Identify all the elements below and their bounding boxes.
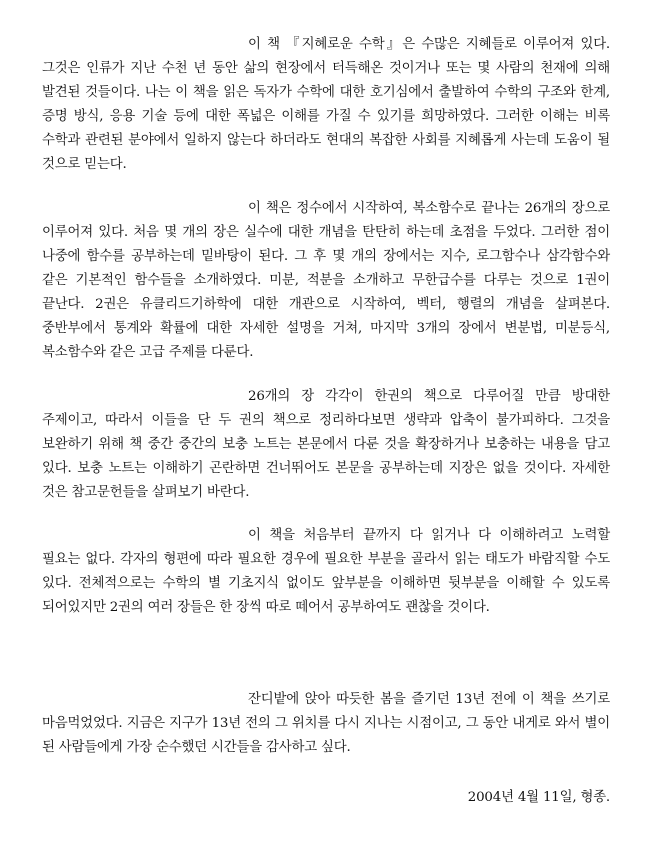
paragraph-4: 이 책을 처음부터 끝까지 다 읽거나 다 이해하려고 노력할 필요는 없다. 각자의 형편에 따라 필요한 경우에 필요한 부분을 골라서 읽는 태도가 바람직할 수도 있다. 전체적으로는 수학의 별 기초지식 없이도 앞부분을 이해하면 뒷부분을 이해할 수 있도록 되어있지만 2권의 여러 장들은 한 장씩 따로 떼어서 공부하여도 괜찮을 것이다. (42, 528, 610, 615)
paragraph-5: 잔디밭에 앉아 따듯한 봄을 즐기던 13년 전에 이 책을 쓰기로 마음먹었었다. 지금은 지구가 13년 전의 그 위치를 다시 지나는 시점이고, 그 동안 내게로 와서 별이 된 사람들에게 가장 순수했던 시간들을 감사하고 싶다. (42, 692, 610, 755)
paragraph-3: 26개의 장 각각이 한권의 책으로 다루어질 만큼 방대한 주제이고, 따라서 이들을 단 두 권의 책으로 정리하다보면 생략과 압축이 불가피하다. 그것을 보완하기 위해 책 중간 중간의 보충 노트는 본문에서 다룬 것을 확장하거나 보충하는 내용을 담고 있다. 보충 노트는 이해하기 곤란하면 건너뛰어도 본문을 공부하는데 지장은 없을 것이다. 자세한 것은 참고문헌들을 살펴보기 바란다. (42, 389, 610, 500)
paragraph-2: 이 책은 정수에서 시작하여, 복소함수로 끝나는 26개의 장으로 이루어져 있다. 처음 몇 개의 장은 실수에 대한 개념을 탄탄히 하는데 초점을 두었다. 그러한 점이 나중에 함수를 공부하는데 밑바탕이 된다. 그 후 몇 개의 장에서는 지수, 로그함수나 삼각함수와 같은 기본적인 함수들을 소개하였다. 미분, 적분을 소개하고 무한급수를 다루는 것으로 1권이 끝난다. 2권은 유클리드기하학에 대한 개관으로 시작하여, 벡터, 행렬의 개념을 살펴본다. 중반부에서 통계와 확률에 대한 자세한 설명을 거쳐, 마지막 3개의 장에서 변분법, 미분등식, 복소함수와 같은 고급 주제를 다룬다. (42, 201, 610, 360)
paragraph-1: 이 책 『지혜로운 수학』은 수많은 지혜들로 이루어져 있다. 그것은 인류가 지난 수천 년 동안 삶의 현장에서 터득해온 것이거나 또는 몇 사람의 천재에 의해 발견된 것들이다. 나는 이 책을 읽은 독자가 수학에 대한 호기심에서 출발하여 수학의 구조와 한계, 증명 방식, 응용 기술 등에 대한 폭넓은 이해를 가질 수 있기를 희망하였다. 그러한 이해는 비록 수학과 관련된 분야에서 일하지 않는다 하더라도 현대의 복잡한 사회를 지혜롭게 사는데 도움이 될 것으로 믿는다. (42, 37, 610, 172)
signature-date: 2004년 4월 11일, 형종. (467, 790, 610, 805)
